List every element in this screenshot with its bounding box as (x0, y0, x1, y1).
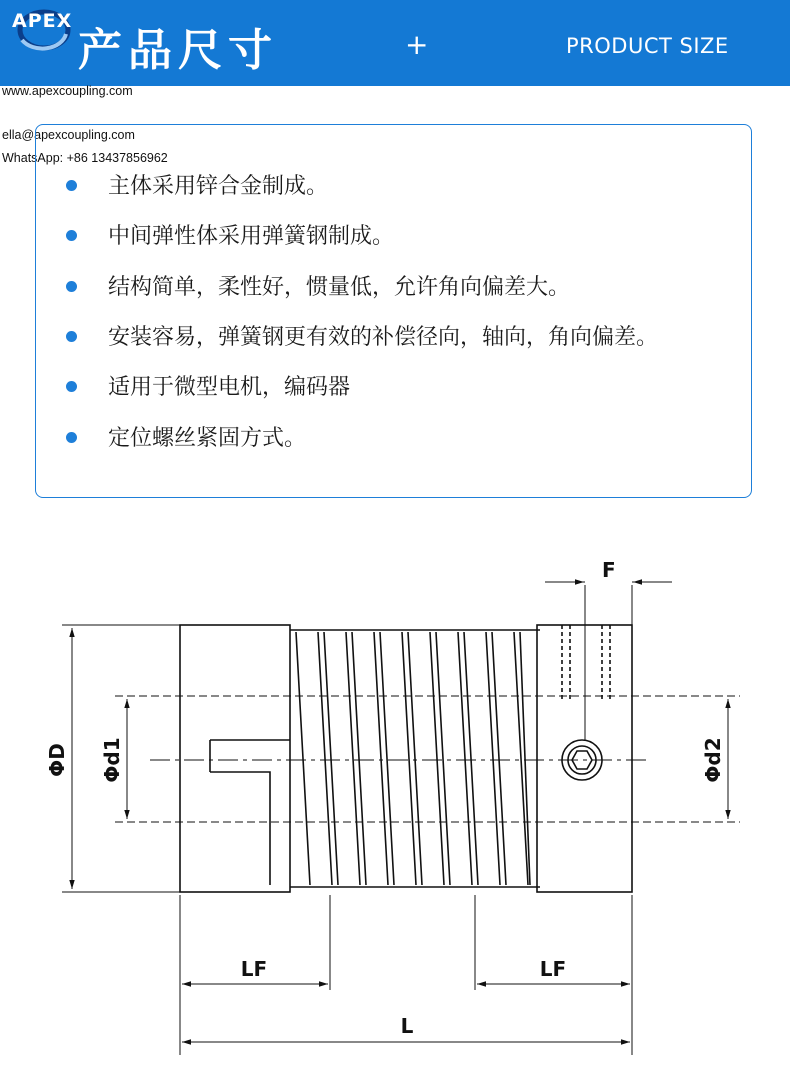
feature-item (66, 323, 658, 353)
dimension-drawing (0, 540, 790, 1067)
screw-hole-lines (562, 625, 610, 700)
website-text[interactable]: www.apexcoupling.com (2, 84, 133, 98)
bullet-icon (66, 381, 77, 392)
feature-text: 定位螺丝紧固方式。 (108, 426, 307, 451)
bullet-icon (66, 281, 77, 292)
feature-text: 安装容易，弹簧钢更有效的补偿径向，轴向，角向偏差。 (108, 325, 659, 350)
logo-text: APEX (12, 10, 73, 32)
feature-item (66, 373, 350, 403)
label-d: ΦD (45, 743, 69, 777)
feature-item (66, 172, 328, 202)
feature-item (66, 222, 394, 252)
page-title-cn: 产品尺寸 (78, 25, 278, 76)
header-banner (0, 0, 790, 86)
bullet-icon (66, 432, 77, 443)
feature-item (66, 424, 306, 454)
label-l: L (400, 1014, 414, 1038)
left-hub (180, 625, 290, 892)
spring-coils (296, 632, 530, 885)
label-lf-right: LF (539, 957, 567, 981)
label-lf-left: LF (240, 957, 268, 981)
feature-item (66, 273, 570, 303)
bullet-icon (66, 230, 77, 241)
feature-text: 结构简单，柔性好，惯量低，允许角向偏差大。 (108, 275, 571, 300)
plus-sign: + (405, 28, 429, 61)
left-slot (210, 740, 290, 885)
email-text[interactable]: ella@apexcoupling.com (2, 128, 135, 142)
feature-text: 适用于微型电机，编码器 (108, 375, 351, 400)
features-box (35, 124, 752, 498)
label-d2: Φd2 (701, 737, 725, 783)
bore-lines (115, 696, 740, 822)
bullet-icon (66, 331, 77, 342)
bullet-icon (66, 180, 77, 191)
label-f: F (602, 558, 616, 582)
feature-text: 主体采用锌合金制成。 (108, 174, 329, 199)
feature-text: 中间弹性体采用弹簧钢制成。 (108, 224, 395, 249)
page-title-en: PRODUCT SIZE (566, 34, 729, 58)
label-d1: Φd1 (100, 737, 124, 783)
whatsapp-text: WhatsApp: +86 13437856962 (2, 151, 168, 165)
